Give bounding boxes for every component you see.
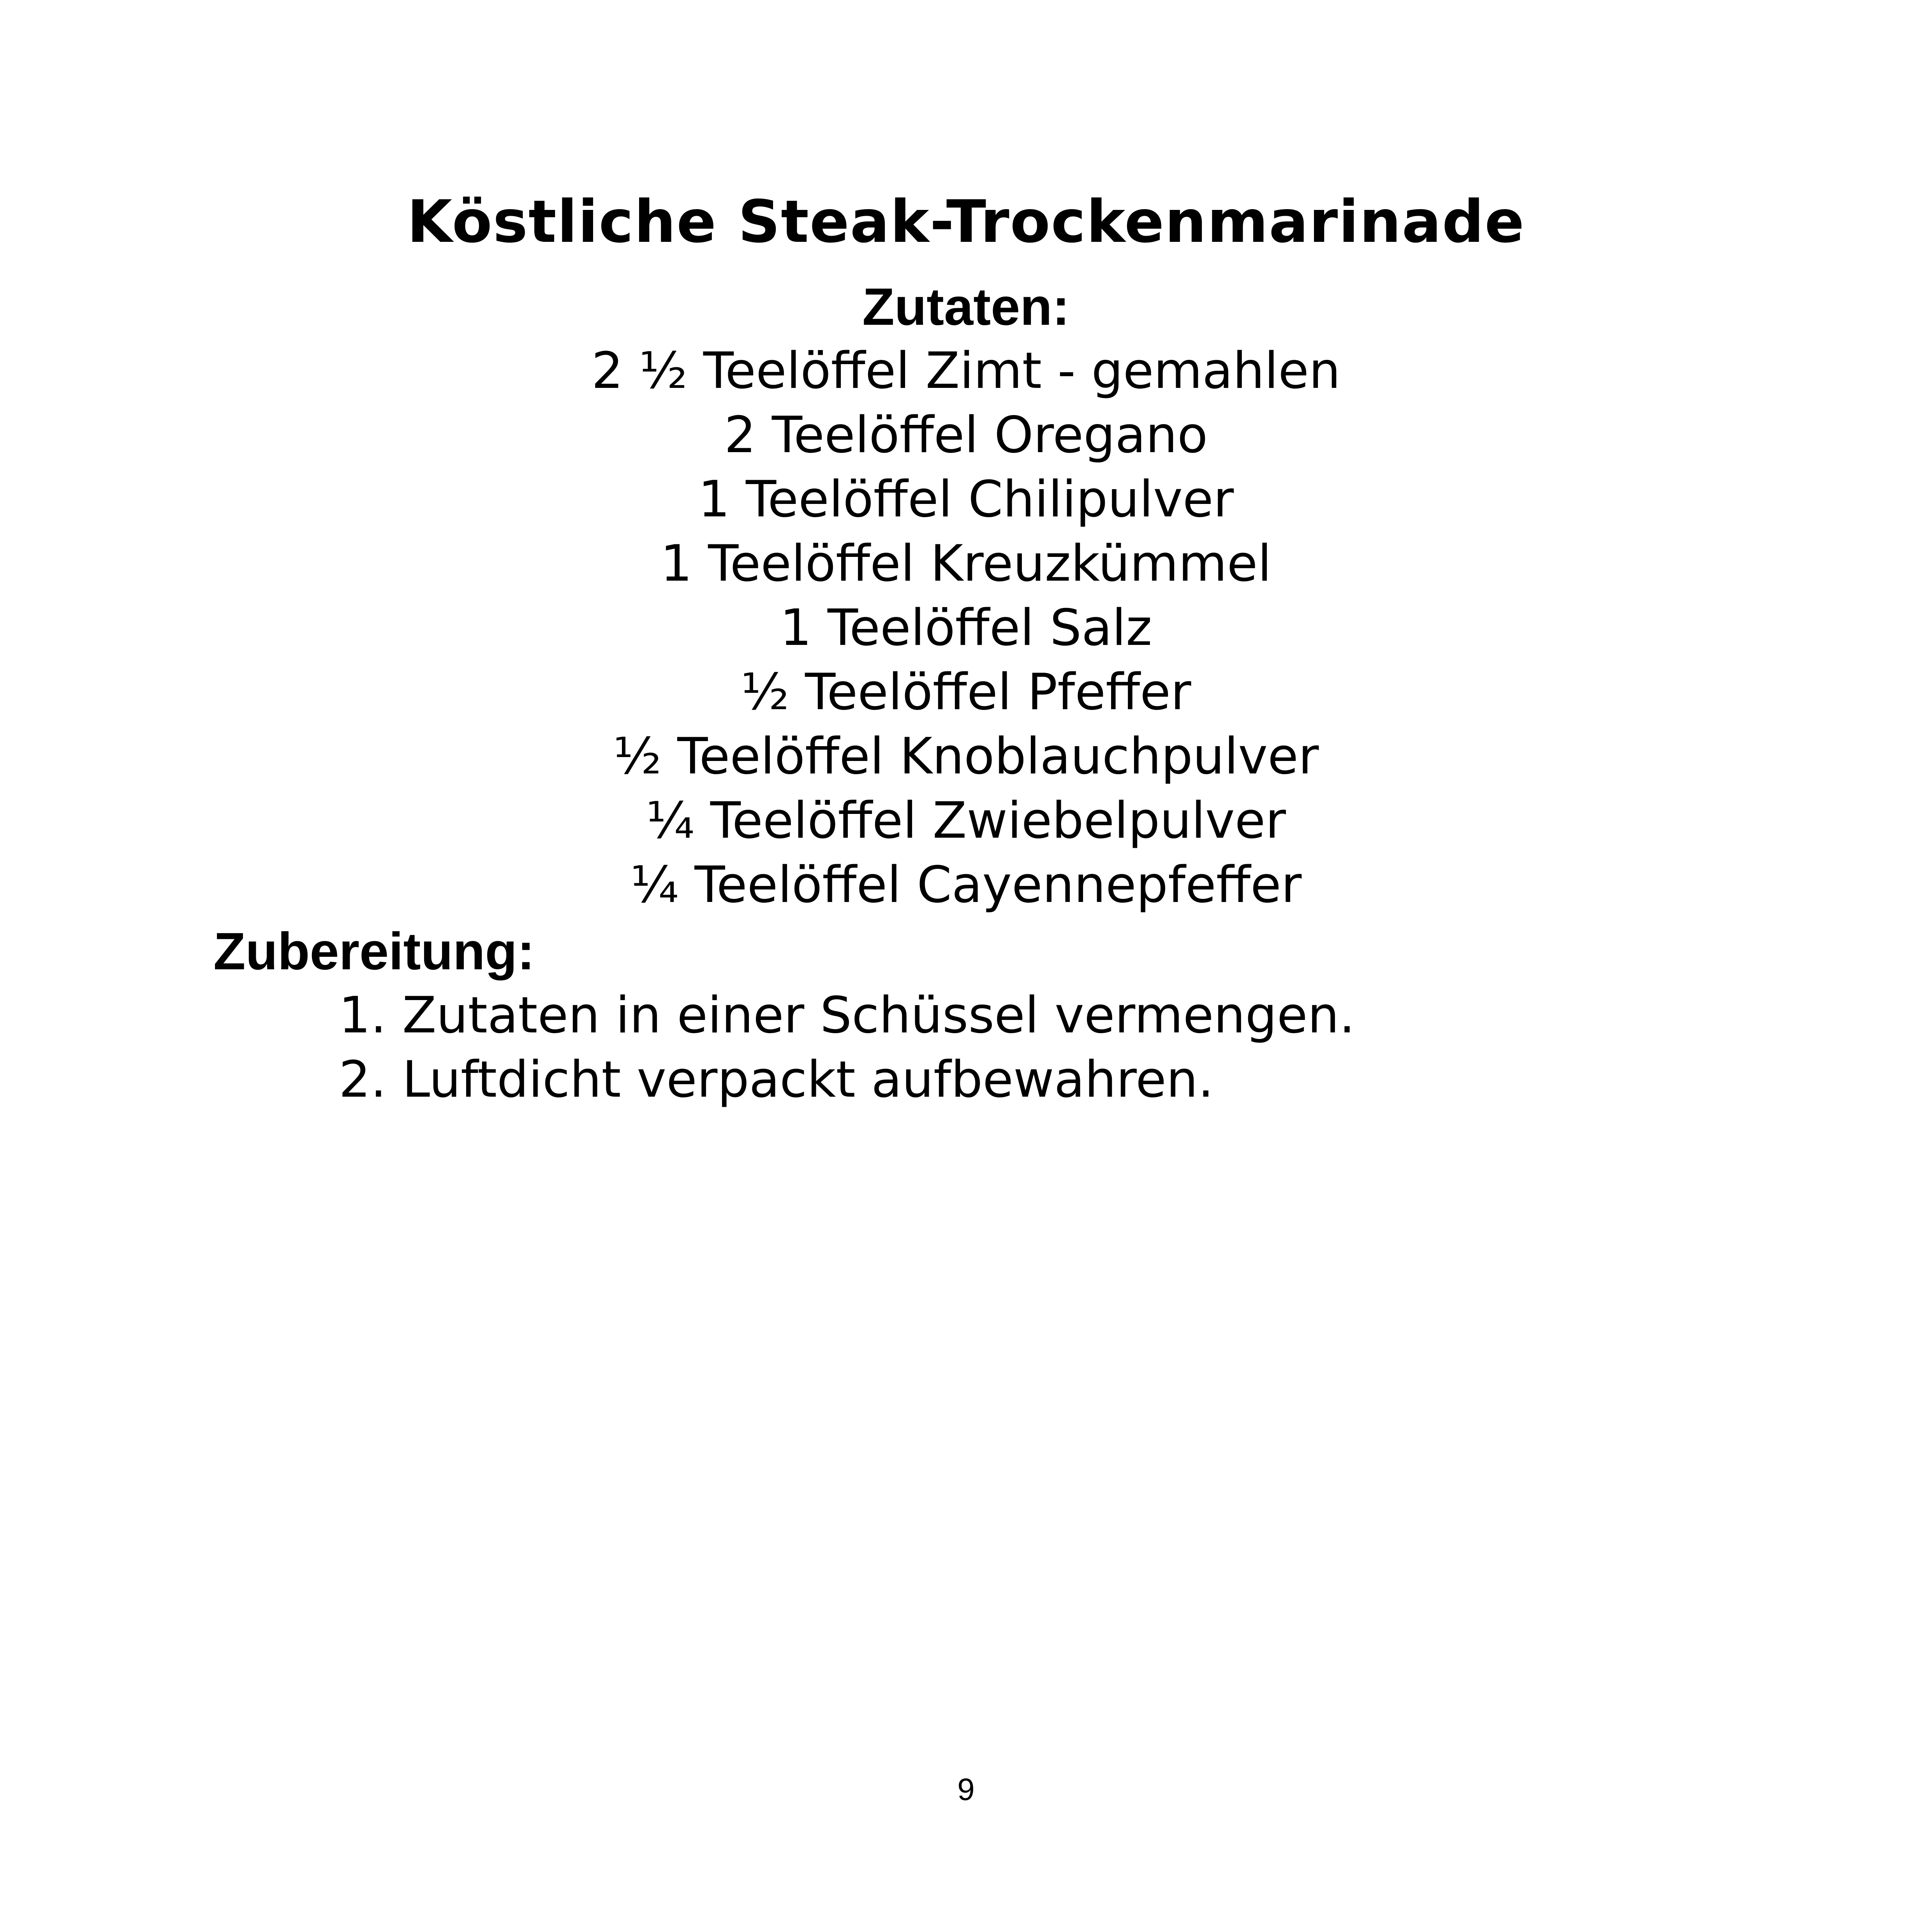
page-number: 9 <box>957 1772 975 1807</box>
preparation-step: 2. Luftdicht verpackt aufbewahren. <box>339 1051 1214 1109</box>
ingredient-item: ¼ Teelöffel Zwiebelpulver <box>646 792 1286 850</box>
ingredient-item: ¼ Teelöffel Cayennepfeffer <box>630 856 1302 914</box>
ingredients-list <box>0 339 1932 917</box>
ingredient-item: ½ Teelöffel Knoblauchpulver <box>613 727 1319 785</box>
ingredient-item: 1 Teelöffel Kreuzkümmel <box>660 535 1272 593</box>
ingredient-item: ½ Teelöffel Pfeffer <box>741 663 1191 721</box>
ingredient-item: 2 Teelöffel Oregano <box>724 406 1208 464</box>
ingredient-item: 2 ½ Teelöffel Zimt - gemahlen <box>591 342 1341 400</box>
preparation-steps <box>339 983 1355 1112</box>
preparation-step: 1. Zutaten in einer Schüssel vermengen. <box>339 986 1355 1044</box>
ingredient-item: 1 Teelöffel Chilipulver <box>698 470 1234 528</box>
ingredients-heading: Zutaten: <box>862 277 1070 336</box>
ingredient-item: 1 Teelöffel Salz <box>780 599 1152 657</box>
recipe-title: Köstliche Steak-Trockenmarinade <box>407 188 1525 256</box>
preparation-heading: Zubereitung: <box>213 922 535 981</box>
